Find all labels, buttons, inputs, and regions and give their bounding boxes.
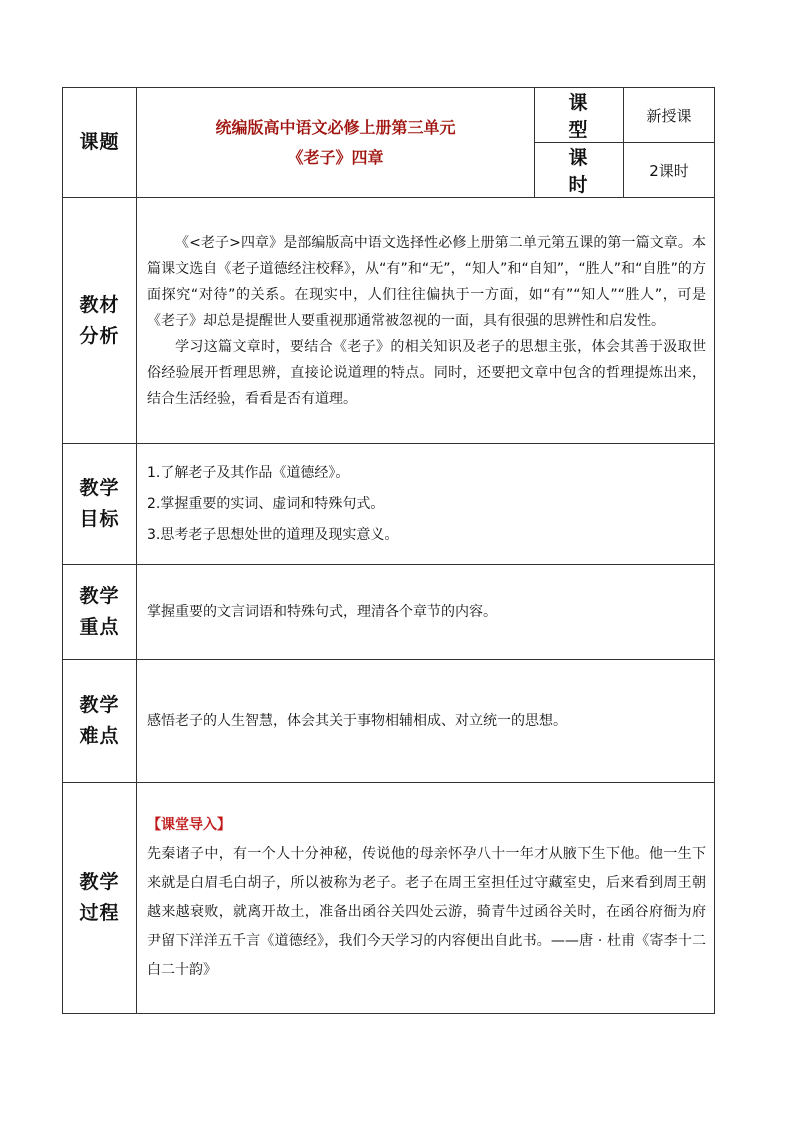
analysis-content [137, 198, 715, 444]
analysis-paragraph-2: 学习这篇文章时，要结合《老子》的相关知识及老子的思想主张，体会其善于汲取世俗经验展开哲理思辨，直接论说道理的特点。同时，还要把文章中包含的哲理提炼出来，结合生活经验，看看是否有道理。 [147, 338, 706, 407]
analysis-paragraph-1: 《<老子>四章》是部编版高中语文选择性必修上册第二单元第五课的第一篇文章。本篇课文选自《老子道德经注校释》，从“有”和“无”，“知人”和“自知”，“胜人”和“自胜”的方面探究“对待”的关系。在现实中，人们往往偏执于一方面，如“有”“知人”“胜人”，可是《老子》却总是提醒世人要重视那通常被忽视的一面，具有很强的思辨性和启发性。 [147, 234, 706, 329]
objectives-content [137, 444, 715, 565]
difficulties-label [63, 660, 137, 783]
difficulties-content: 感悟老子的人生智慧，体会其关于事物相辅相成、对立统一的思想。 [137, 660, 715, 783]
difficulties-label-text: 教学 难点 [79, 694, 120, 747]
process-label [63, 783, 137, 1014]
key-points-content: 掌握重要的文言词语和特殊句式，理清各个章节的内容。 [137, 565, 715, 660]
lesson-type-value: 新授课 [624, 88, 715, 143]
key-points-label-text: 教学 重点 [79, 585, 120, 638]
lesson-type-label: 课 型 [535, 88, 624, 143]
objective-item: 2.掌握重要的实词、虚词和特殊句式。 [147, 495, 385, 512]
objectives-label-text: 教学 目标 [79, 477, 120, 530]
process-text: 先秦诸子中，有一个人十分神秘，传说他的母亲怀孕八十一年才从腋下生下他。他一生下来就是白眉毛白胡子，所以被称为老子。老子在周王室担任过守藏室史，后来看到周王朝越来越衰败，就离开故土，准备出函谷关四处云游，骑青牛过函谷关时，在函谷府衙为府尹留下洋洋五千言《道德经》，我们今天学习的内容便出自此书。——唐 · 杜甫《寄李十二白二十韵》 [147, 846, 706, 978]
process-heading: 【课堂导入】 [147, 817, 231, 833]
lesson-hours-value: 2课时 [624, 143, 715, 198]
objective-item: 3.思考老子思想处世的道理及现实意义。 [147, 526, 399, 543]
lesson-title-line1: 统编版高中语文必修上册第三单元 [215, 117, 456, 137]
topic-label: 课题 [63, 88, 137, 198]
lesson-title [137, 88, 535, 198]
lesson-hours-label: 课 时 [535, 143, 624, 198]
analysis-label-text: 教材 分析 [79, 293, 120, 347]
objectives-label [63, 444, 137, 565]
key-points-label [63, 565, 137, 660]
objective-item: 1.了解老子及其作品《道德经》。 [147, 464, 350, 481]
lesson-plan-table [62, 87, 715, 1014]
process-label-text: 教学 过程 [79, 871, 120, 924]
lesson-title-line2: 《老子》四章 [287, 147, 384, 167]
analysis-label [63, 198, 137, 444]
process-content [137, 783, 715, 1014]
